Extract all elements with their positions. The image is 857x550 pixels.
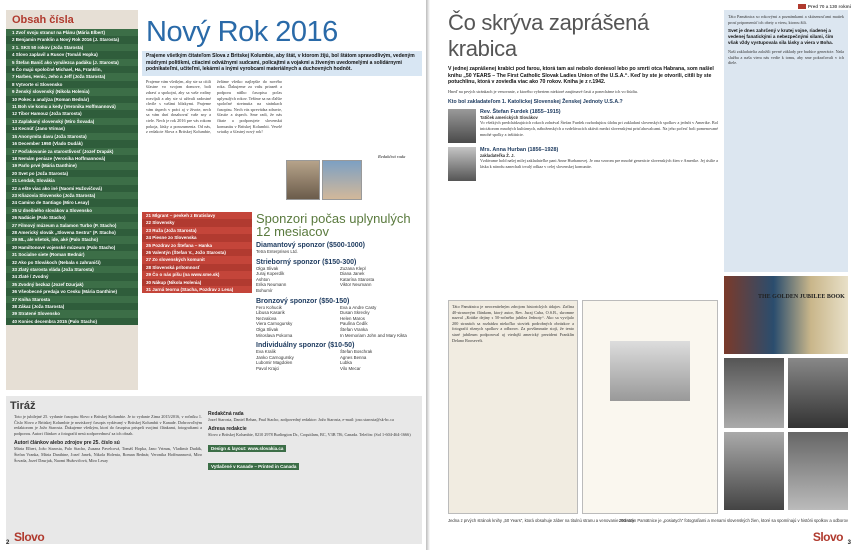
left-page <box>0 0 426 550</box>
sponsors-title: Sponzori počas uplynulých 12 mesiacov <box>256 211 411 239</box>
sponsor-name: Fero Kohucik <box>256 304 282 310</box>
member-item: 27 Zo slovenských komunit <box>142 256 252 263</box>
toc-item: 3 1. SKS 50 rokov (Joža Starosta) <box>6 44 138 51</box>
new-year-article <box>142 10 422 211</box>
person1 <box>448 109 718 143</box>
toc-item: 36 Všeobecné predaja vo Cesku (Mária Danthine) <box>6 288 138 295</box>
sponsor-name: Paulína Čedík <box>340 321 368 327</box>
person2 <box>448 147 718 181</box>
sponsor-name: Janko Carnogursky <box>256 354 294 360</box>
member-item: 30 Nákup (Nikola Holenia) <box>142 279 252 286</box>
gallery-photo-2 <box>788 358 848 428</box>
member-item: 31 Jarná teorna (Stacha, Pozdrav z Lesa) <box>142 286 252 293</box>
dusty-box-article <box>448 10 718 181</box>
sponsor-name: Zuzana Klepl <box>340 265 366 271</box>
toc-item: 7 Harbes, Henic, Jeho a Jeff (Joža Starosta) <box>6 73 138 80</box>
sponsor-group-title: Strieborný sponzor ($150-300) <box>256 258 357 266</box>
sponsor-name: Lubka <box>340 360 352 366</box>
sponsor-name: Eva a Andre Casty <box>340 304 377 310</box>
article-lead: Prajeme všetkým čitateľom Slova z Britskej Kolumbie, aby štát, v ktorom žijú, bol štátom spravodlivým, vedeným múdrymi politikmi, ctiacimi odvážnymi sudcami, policajtmi a vojakmi a živeným uvedomelými a solidárnymi podnikateľmi, učiteľmi, lekármi a inými vyrobcami materiálnych a duchovných hodnôt. <box>142 51 422 76</box>
sponsor-name: Libusa Kasarik <box>256 310 285 316</box>
authors-title: Autori článkov alebo zdrojov pre 25. číslo sú <box>14 440 120 447</box>
article-body: Táto Pamätnica je neocenitelným zdrojom historických údajov. Začína 40-stranovým článkom, ktorý autor, Rev. Juraj Cuba, O.S.B., skromne nazval „Krátke dejiny s 50-ročného jubilea Jednoty“. Ako sa vyvíjalo 200 stranách sa rozhádza niekoľko stoviek podrobných obrázkov a fotografií rôznych spolkov a odborov. Za povšimnutie stojí, že tento staré jubileum podporoval aj vtedajší americký prezident Franklin Delano Roosevelt. <box>452 304 574 343</box>
member-item: 23 Ruža (Joža Starosta) <box>142 227 252 234</box>
jubilee-book-photo <box>724 276 848 354</box>
toc-item: 32 Ako po Slovákoch (Nebala s zahraničí) <box>6 259 138 266</box>
right-page <box>430 0 857 550</box>
furdek-portrait <box>448 109 476 143</box>
sponsor-group-names <box>256 349 422 371</box>
design-bar: Design & layout: www.slovakia.ca <box>208 445 286 452</box>
sponsor-name: Viktor Neumann <box>340 282 372 288</box>
authors-list: Mária Elbert, Jožo Starosta, Palo Stacho, Zuzana Pavelcová, Tomáš Hopka, Jano Vrimas, Vladimír Dudák, Štefan Vranka, Mária Danthine, Jozef Janek, Nikola Holenia, Roman Bednár, Veronika Hoffmannová, Miro Šovada, Jozef Dzurjak, Naomi Hužovičová, Miro Lesay <box>14 446 202 463</box>
sponsor-name: Bohumír <box>256 287 273 293</box>
toc-item: 30 Hamiltonové vojenské múzeum (Palo Stacho) <box>6 244 138 251</box>
sponsor-name: Agnes Benna <box>340 354 367 360</box>
sidebar <box>724 10 848 272</box>
toc-item: 19 Parlo prvé (Mária Danthine) <box>6 162 138 169</box>
sidebar-text-1: Táto Pamätnica so rokovými a poznámkami a skúsenosťami matiek prosí pripomenúť ich obety a vieru, ktorou žili. <box>728 14 844 25</box>
article-signature: Redakčná rada <box>378 154 406 159</box>
sponsor-name: In Memoriam John and Mary Kikta <box>340 332 407 338</box>
toc-item: 14 Kecnúť (Jano Vrimas) <box>6 125 138 132</box>
toc-item: 21 Lendak, Slovákia <box>6 177 138 184</box>
sponsor-groups <box>256 242 422 372</box>
article-title: Nový Rok 2016 <box>146 16 338 48</box>
sponsor-group-title: Individuálny sponzor ($10-50) <box>256 342 355 350</box>
page-header: Pred 70 a 130 rokmi <box>798 4 851 9</box>
member-item: 29 Čo o nás píšu (na www.sme.sk) <box>142 271 252 278</box>
toc-item: 11 Boh vie komu a kedy (Veronika Hoffmannová) <box>6 103 138 110</box>
person2-text: Vzdávame hold našej milej zakladateľke pani Anne Hurbanovej. Je ona vzorom pre mnohé generácie slovenských žien v Amerike. Jej úsilie a láska k národu zanechali trvalý odkaz v celej slovenskej komunite. <box>480 158 718 169</box>
sponsor-group-title: Diamantový sponzor ($500-1000) <box>256 242 365 249</box>
sponsors-photo <box>322 160 362 200</box>
imprint-title: Tiráž <box>10 400 36 412</box>
article-intro: Hneď na prvých stránkach je venovanie, z ktorého vyberiem niektoré zaujímavé časti a ponecháme ich vo štúdiu. <box>448 88 638 94</box>
sponsor-name: Juraj Koperdík <box>256 271 285 277</box>
imprint-text: Toto je jubilejné 25. vydanie časopisu Slovo z Britskej Kolumbie. Je to vydanie Zima 2015/2016, v ročníku 1. Číslo Slovo z Britskej Kolumbie je neziskový časopis vydávaný v Britskej Kolumbii v Kanade. Dobrovoľným redaktorom je Jožo Starosta. Ďakujeme všetkým, ktorí do časopisu prispeli svojimi článkami, fotografiami a podporou. Autori článkov a fotografií nesú zodpovednosť za ich obsah. <box>14 414 202 436</box>
toc-item: 37 Kniha Starosta <box>6 296 138 303</box>
sidebar-highlight: Svet je dnes zahrčený v krutej vojne, riadenej a vedenej fanatickými a nebezpečnými silami, čím však vždy vystupovala sila lásky a viera v Boha. <box>728 28 834 46</box>
sponsor-group-title: Bronzový sponzor ($50-150) <box>256 297 350 305</box>
sponsor-name: Diana Janek <box>340 271 365 277</box>
gallery-photo-3 <box>724 432 784 510</box>
sponsor-name: Viera Carnogursky <box>256 321 293 327</box>
book-page-image <box>582 300 718 514</box>
toc-item: 40 Koniec decembra 2015 (Palo Stacho) <box>6 318 138 325</box>
person2-name: Mrs. Anna Hurban (1856–1928) zakladateľka Ž. J. <box>480 147 559 159</box>
toc-item: 31 Socialne siete (Roman Bednár) <box>6 251 138 258</box>
person1-text: Vo všetkých predchádzajúcich rokoch zohrával Štefan Furdek rozhodujúcu úlohu pri zakladaní slovenských spolkov a jednôt v Amerike. Bol iniciátorom mnohých kultúrnych, náboženských a vzdelávacích aktivít medzi slovenskými prisťahovalcami. Na jeho počesť boli pomenované mnohé spolky a inštitúcie. <box>480 120 719 137</box>
toc-item: 18 Nemám peniaze (Veronika Hoffmannová) <box>6 155 138 162</box>
sponsor-name: Eva Kralik <box>256 349 276 355</box>
toc-item: 25 U dnešného slovákov a Slovensko <box>6 207 138 214</box>
member-item: 28 Slovenská prítomnosť <box>142 264 252 271</box>
toc-item: 15 Anonymita davu (Joža Starosta) <box>6 133 138 140</box>
toc-item: 26 Nadácie (Palo Stacho) <box>6 214 138 221</box>
toc-item: 12 Tibor Hamouz (Joža Starosta) <box>6 110 138 117</box>
sponsor-name: Nezvalova <box>256 315 277 321</box>
article-title: Čo skrýva zaprášená krabica <box>448 10 649 61</box>
address-text: Slovo z Britskej Kolumbie, 8210 2978 Burlington Dr., Coquitlam, BC, V3B 7J6, Canada. Telefón: (Sol 1-604-464-1666) <box>208 431 411 437</box>
sponsor-name: Olga Slivak <box>256 265 279 271</box>
toc-item: 20 Svet po (Joža Starosta) <box>6 170 138 177</box>
toc-item: 8 Vytvorte si Slovensko <box>6 81 138 88</box>
gallery-photo-4 <box>788 432 848 510</box>
toc-item: 23 Kňazovia Slovensko (Joža Starosta) <box>6 192 138 199</box>
sidebar-text-2: Naši zakladatelia založili pevné základy pre budúce generácie. Naša služba a naša viera nás vedie k tomu, aby sme pokračovali v ich diele. <box>728 49 844 66</box>
brand-logo-left: Slovo <box>14 530 45 544</box>
gallery-photo-1 <box>724 358 784 428</box>
toc-item: 28 Americký slovák „Slovena Sestra“ (P. Stacho) <box>6 229 138 236</box>
sponsor-name: Lubomir Magdolen <box>256 360 293 366</box>
article-lead: V jednej zaprášenej krabici pod farou, ktorá tam asi nebolo doniesol lebo po smrti otca Habrana, som našiel knihu „50 YEARS – The First Catholic Slovak Ladies Union of the U.S.A.“. Keď by ste je otvorili, citili by ste potuchlinu, ktorá v zoviedla viac ako 70 rokov. Kniha je z r.1942. <box>448 66 714 86</box>
article-body: Prajeme vám všetkým, aby ste sa cítili šťastne vo svojom domove, boli zdraví a spokojní, aby sa vaše rodiny rozvíjali a aby ste si užívali radostné chvíle s vašimi blízkymi. Prajeme vám úspech v práci aj v živote, nech sa vám darí dosahovať vaše sny a ciele. Nech je rok 2016 pre vás rokom pokoja, lásky a porozumenia. Od nás, z redakcie Slova z Britskej Kolumbie, želáme všetko najlepšie do nového roka. Ďakujeme za vašu priazeň a podporu nášho časopisu počas uplynulých rokov. Tešíme sa na ďalšie spoločné stretnutia na stránkach časopisu. Nech vás sprevádza zdravie, šťastie a úspech. Sme radi, že nás čítate a podporujete slovenskú komunitu v Britskej Kolumbii. Veselé sviatky a šťastný nový rok! <box>146 78 282 135</box>
toc-item: 4 Slovo zaplavil a Rusov (Tomáš Hopka) <box>6 51 138 58</box>
sponsor-name: Erika Neumann <box>256 282 287 288</box>
toc-item: 24 Camino de Santiago (Miro Lesay) <box>6 199 138 206</box>
page-number-left: 2 <box>6 540 10 546</box>
header-marker-icon <box>798 4 806 9</box>
toc-item: 2 Benjamin Franklin a Nový Rok 2016 (J. Starosta) <box>6 36 138 43</box>
sponsor-name: Štefan Boschrak <box>340 349 373 355</box>
book-caption: Jedna z prvých stránok knihy „50 Years“, ktorá obsahuje záber na titulnú stranu a venovanie Jednoty <box>448 518 635 523</box>
toc-item: 1 Zvoľ svoju stranu! na Plánu (Mária Elbert) <box>6 29 138 36</box>
toc-item: 29 ML, ale všetok, ide, aké (Palo Stacho) <box>6 236 138 243</box>
member-item: 25 Pozdrav zo Štefana – Hanka <box>142 242 252 249</box>
toc-item: 9 Ženský slovenský (Nikola Holenia) <box>6 88 138 95</box>
address-title: Adresa redakcie <box>208 425 247 432</box>
toc-list <box>6 29 138 325</box>
franklin-portrait-photo <box>286 160 320 200</box>
sponsor-name: Olga Slivak <box>256 326 279 332</box>
member-item: 26 Valentýn (Štefan V., Jožo Starosta) <box>142 249 252 256</box>
page-number-right: 3 <box>847 540 851 546</box>
toc-item: 10 Pokec a analýza (Roman Bednár) <box>6 96 138 103</box>
sponsor-name: Dusan Skrecky <box>340 310 370 316</box>
sponsor-name: Ashton <box>256 276 270 282</box>
brand-logo-right: Slovo <box>812 530 843 544</box>
toc-title: Obsah čísla <box>12 14 74 26</box>
book-label: THE GOLDEN JUBILEE BOOK <box>758 294 845 300</box>
toc-item: 6 Čo majú spoločné Michael, Ha, Franklin, <box>6 66 138 73</box>
sponsor-name: Helen Maros <box>340 315 365 321</box>
toc-item: 38 Zákaz (Joža Starosta) <box>6 303 138 310</box>
body-column <box>448 300 578 514</box>
toc-item: 35 Zvodný bezkaz (Jozef Dzurjak) <box>6 281 138 288</box>
toc-item: 16 December 1950 (Vlado Dudák) <box>6 140 138 147</box>
member-item: 21 Mlgrant – pevkeh z Bratislavy <box>142 212 252 219</box>
toc-item: 5 Štefan Banič ako vynálezca padáku (J. Starosta) <box>6 59 138 66</box>
member-item: 22 Slovensky <box>142 219 252 226</box>
sponsor-name: Katarína Starosta <box>340 276 375 282</box>
question-heading: Kto bol zakladateľom 1. Katolíckej Slovenskej Ženskej Jednoty U.S.A.? <box>448 99 623 106</box>
imprint-left <box>14 414 202 463</box>
sponsor-name: Tetra Enterprises Ltd. <box>256 249 298 254</box>
printed-bar: Vytlačené v Kanade – Printed in Canada <box>208 463 299 470</box>
toc-item: 17 Poďakovanie za starostlivosť (Jozef Drapák) <box>6 148 138 155</box>
sponsor-group-names <box>256 305 422 339</box>
imprint-section <box>6 396 422 544</box>
gallery-caption: 200 strán Pamätnice je „posiatych“ fotografiami a menami slovenských žien, ktoré sa spomínajú v histórii spolkov a odborov <box>618 518 848 523</box>
sponsors-box <box>256 212 422 372</box>
book-page-portrait <box>610 341 690 401</box>
sponsor-group-names <box>256 249 422 255</box>
sponsor-name: Pavol Krajci <box>256 365 280 371</box>
editorial-title: Redakčná rada <box>208 411 244 417</box>
sponsor-name: Vilo Mecar <box>340 365 361 371</box>
toc-item: 34 Zlaté / Zvodný <box>6 273 138 280</box>
toc-item: 33 Zlatý starosta vláda (Joža Starosta) <box>6 266 138 273</box>
sponsor-name: Miroslava Pokorna <box>256 332 293 338</box>
table-of-contents <box>6 10 138 390</box>
sponsor-group-names <box>256 266 422 294</box>
sponsor-name: Štefan Vranka <box>340 326 368 332</box>
toc-item: 27 Filmový múzeum a Salamon Turbo (P. Stacho) <box>6 222 138 229</box>
members-list <box>142 212 252 293</box>
toc-item: 22 a ešte viac ako iné (Naomi Hužovičová) <box>6 185 138 192</box>
hurban-portrait <box>448 147 476 181</box>
imprint-right <box>208 408 418 473</box>
toc-item: 39 Stratené Slovensko <box>6 310 138 317</box>
editorial-text: Jozef Starosta, Daniel Behan, Paul Stacho, zodpovedný redaktor: Jožo Starosta, e-mail: joso.starosta@sk-bc.ca <box>208 417 394 422</box>
member-item: 24 Piesne zo Slovenska <box>142 234 252 241</box>
person1-name: Rev. Štefan Furdek (1855–1915) Tatíček amerických Slovákov <box>480 109 561 121</box>
toc-item: 13 Zaplakaný slovenský (Miro Šovada) <box>6 118 138 125</box>
